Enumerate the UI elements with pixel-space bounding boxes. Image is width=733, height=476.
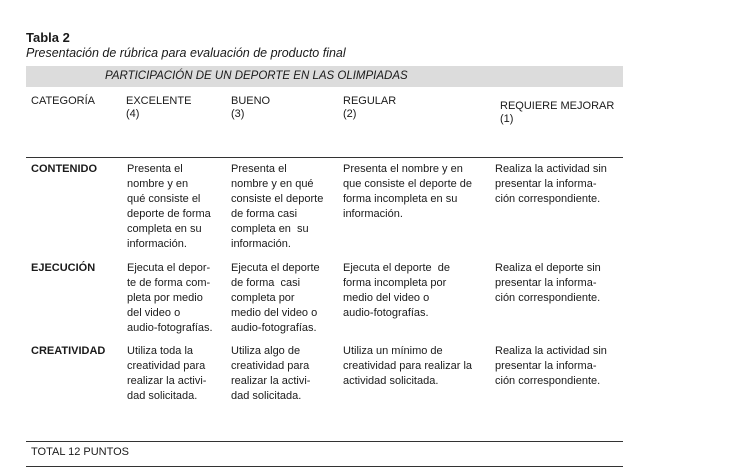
cell-ejecucion-excelente: Ejecuta el depor- te de forma com- pleta por medio del video o audio-fotografías. bbox=[127, 262, 213, 334]
column-header-bueno bbox=[231, 95, 270, 121]
cell-contenido-requiere-mejorar: Realiza la actividad sin presentar la informa- ción correspondiente. bbox=[495, 163, 607, 205]
column-label: REQUIERE MEJORAR bbox=[500, 100, 615, 112]
column-label: EXCELENTE bbox=[126, 95, 192, 107]
column-header-excelente bbox=[126, 95, 191, 121]
cell-creatividad-bueno: Utiliza algo de creatividad para realizar la activi- dad solicitada. bbox=[231, 345, 311, 402]
column-score: (1) bbox=[500, 113, 514, 125]
cell-creatividad-regular: Utiliza un mínimo de creatividad para realizar la actividad solicitada. bbox=[343, 345, 473, 387]
cell-ejecucion-bueno: Ejecuta el deporte de forma casi completa por medio del video o audio-fotografías. bbox=[231, 262, 320, 334]
column-header-categoria bbox=[31, 95, 95, 108]
cell-contenido-excelente: Presenta el nombre y en qué consiste el deporte de forma completa en su información. bbox=[127, 163, 211, 250]
cell-ejecucion-requiere-mejorar: Realiza el deporte sin presentar la informa- ción correspondiente. bbox=[495, 262, 601, 304]
column-score: (3) bbox=[231, 108, 245, 120]
row-category-ejecucion: EJECUCIÓN bbox=[31, 262, 96, 274]
column-score: (2) bbox=[343, 108, 357, 120]
total-divider-bottom bbox=[26, 466, 623, 467]
column-label: BUENO bbox=[231, 95, 271, 107]
header-title: PARTICIPACIÓN DE UN DEPORTE EN LAS OLIMPIADAS bbox=[105, 70, 408, 82]
header-divider bbox=[26, 157, 623, 158]
column-header-requiere-mejorar bbox=[500, 100, 614, 126]
total-divider-top bbox=[26, 441, 623, 442]
column-score: (4) bbox=[126, 108, 140, 120]
total-points: TOTAL 12 PUNTOS bbox=[31, 446, 130, 458]
cell-ejecucion-regular: Ejecuta el deporte de forma incompleta por medio del video o audio-fotografías. bbox=[343, 262, 451, 319]
row-category-contenido: CONTENIDO bbox=[31, 163, 97, 175]
column-header-regular bbox=[343, 95, 396, 121]
cell-contenido-bueno: Presenta el nombre y en qué consiste el deporte de forma casi completa en su información. bbox=[231, 163, 324, 250]
table-caption: Presentación de rúbrica para evaluación de producto final bbox=[26, 46, 346, 60]
table-label: Tabla 2 bbox=[26, 30, 70, 45]
cell-creatividad-excelente: Utiliza toda la creatividad para realizar la activi- dad solicitada. bbox=[127, 345, 207, 402]
column-label: CATEGORÍA bbox=[31, 95, 95, 107]
column-label: REGULAR bbox=[343, 95, 397, 107]
row-category-creatividad: CREATIVIDAD bbox=[31, 345, 106, 357]
cell-creatividad-requiere-mejorar: Realiza la actividad sin presentar la informa- ción correspondiente. bbox=[495, 345, 607, 387]
cell-contenido-regular: Presenta el nombre y en que consiste el deporte de forma incompleta en su información. bbox=[343, 163, 473, 220]
